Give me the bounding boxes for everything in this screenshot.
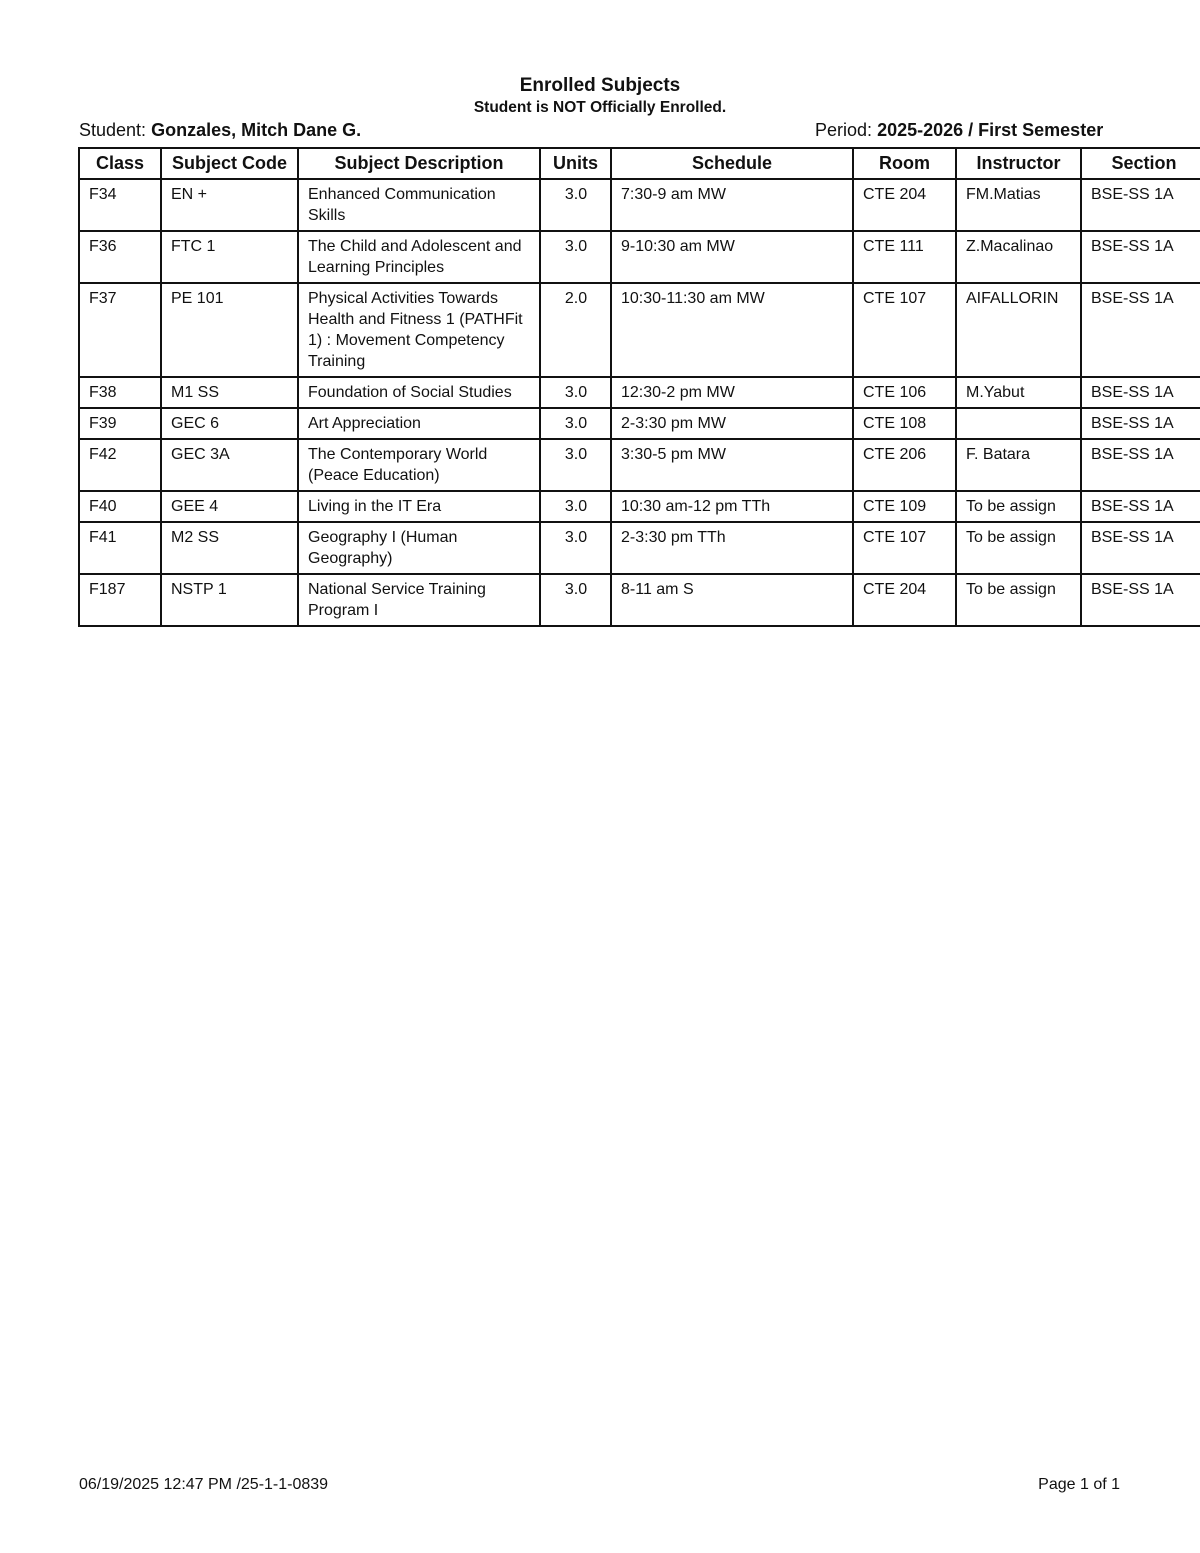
class-cell: F187 — [79, 574, 161, 626]
subject-description-cell: Physical Activities Towards Health and Fitness 1 (PATHFit 1) : Movement Competency Training — [298, 283, 540, 377]
class-cell: F38 — [79, 377, 161, 408]
units-cell: 3.0 — [540, 522, 611, 574]
table-row — [79, 408, 1200, 439]
column-header-section: Section — [1081, 148, 1200, 179]
subject-description-cell: Art Appreciation — [298, 408, 540, 439]
subject-description-cell: The Contemporary World (Peace Education) — [298, 439, 540, 491]
subject-code-cell: GEE 4 — [161, 491, 298, 522]
table-row — [79, 574, 1200, 626]
schedule-cell: 2-3:30 pm MW — [611, 408, 853, 439]
class-cell: F34 — [79, 179, 161, 231]
subject-code-cell: FTC 1 — [161, 231, 298, 283]
section-cell: BSE-SS 1A — [1081, 179, 1200, 231]
table-row — [79, 439, 1200, 491]
room-cell: CTE 109 — [853, 491, 956, 522]
room-cell: CTE 107 — [853, 283, 956, 377]
column-header-subject-description: Subject Description — [298, 148, 540, 179]
section-cell: BSE-SS 1A — [1081, 408, 1200, 439]
period-label: Period: — [815, 120, 873, 140]
schedule-cell: 12:30-2 pm MW — [611, 377, 853, 408]
subject-code-cell: M1 SS — [161, 377, 298, 408]
instructor-cell: To be assign — [956, 522, 1081, 574]
units-cell: 3.0 — [540, 574, 611, 626]
column-header-schedule: Schedule — [611, 148, 853, 179]
subject-description-cell: The Child and Adolescent and Learning Principles — [298, 231, 540, 283]
section-cell: BSE-SS 1A — [1081, 522, 1200, 574]
schedule-cell: 10:30 am-12 pm TTh — [611, 491, 853, 522]
column-header-class: Class — [79, 148, 161, 179]
subject-code-cell: GEC 6 — [161, 408, 298, 439]
room-cell: CTE 206 — [853, 439, 956, 491]
enrollment-status: Student is NOT Officially Enrolled. — [473, 99, 727, 116]
column-header-instructor: Instructor — [956, 148, 1081, 179]
units-cell: 2.0 — [540, 283, 611, 377]
units-cell: 3.0 — [540, 377, 611, 408]
class-cell: F40 — [79, 491, 161, 522]
student-info — [79, 118, 361, 142]
instructor-cell: Z.Macalinao — [956, 231, 1081, 283]
class-cell: F42 — [79, 439, 161, 491]
class-cell: F37 — [79, 283, 161, 377]
schedule-cell: 10:30-11:30 am MW — [611, 283, 853, 377]
instructor-cell: To be assign — [956, 574, 1081, 626]
table-row — [79, 522, 1200, 574]
schedule-cell: 9-10:30 am MW — [611, 231, 853, 283]
period-info — [815, 118, 1103, 142]
instructor-cell: M.Yabut — [956, 377, 1081, 408]
units-cell: 3.0 — [540, 179, 611, 231]
units-cell: 3.0 — [540, 231, 611, 283]
subject-description-cell: Living in the IT Era — [298, 491, 540, 522]
section-cell: BSE-SS 1A — [1081, 491, 1200, 522]
units-cell: 3.0 — [540, 408, 611, 439]
instructor-cell: F. Batara — [956, 439, 1081, 491]
document-title: Enrolled Subjects — [519, 75, 681, 96]
room-cell: CTE 107 — [853, 522, 956, 574]
section-cell: BSE-SS 1A — [1081, 439, 1200, 491]
table-row — [79, 231, 1200, 283]
table-header-row — [79, 148, 1200, 179]
table-row — [79, 377, 1200, 408]
class-cell: F36 — [79, 231, 161, 283]
section-cell: BSE-SS 1A — [1081, 231, 1200, 283]
room-cell: CTE 108 — [853, 408, 956, 439]
subject-code-cell: NSTP 1 — [161, 574, 298, 626]
print-timestamp: 06/19/2025 12:47 PM /25-1-1-0839 — [79, 1476, 329, 1493]
class-cell: F41 — [79, 522, 161, 574]
instructor-cell: To be assign — [956, 491, 1081, 522]
subject-description-cell: Foundation of Social Studies — [298, 377, 540, 408]
student-name: Gonzales, Mitch Dane G. — [151, 120, 362, 140]
table-row — [79, 179, 1200, 231]
room-cell: CTE 204 — [853, 179, 956, 231]
schedule-cell: 8-11 am S — [611, 574, 853, 626]
class-cell: F39 — [79, 408, 161, 439]
units-cell: 3.0 — [540, 491, 611, 522]
room-cell: CTE 111 — [853, 231, 956, 283]
column-header-subject-code: Subject Code — [161, 148, 298, 179]
section-cell: BSE-SS 1A — [1081, 574, 1200, 626]
subject-code-cell: PE 101 — [161, 283, 298, 377]
instructor-cell — [956, 408, 1081, 439]
student-label: Student: — [79, 120, 147, 140]
enrolled-subjects-table — [78, 147, 1200, 627]
section-cell: BSE-SS 1A — [1081, 377, 1200, 408]
schedule-cell: 3:30-5 pm MW — [611, 439, 853, 491]
subject-code-cell: M2 SS — [161, 522, 298, 574]
period-value: 2025-2026 / First Semester — [877, 120, 1104, 140]
room-cell: CTE 106 — [853, 377, 956, 408]
schedule-cell: 7:30-9 am MW — [611, 179, 853, 231]
table-row — [79, 283, 1200, 377]
room-cell: CTE 204 — [853, 574, 956, 626]
page-number: Page 1 of 1 — [1038, 1476, 1120, 1493]
column-header-units: Units — [540, 148, 611, 179]
subject-description-cell: Geography I (Human Geography) — [298, 522, 540, 574]
section-cell: BSE-SS 1A — [1081, 283, 1200, 377]
schedule-cell: 2-3:30 pm TTh — [611, 522, 853, 574]
units-cell: 3.0 — [540, 439, 611, 491]
subject-description-cell: Enhanced Communication Skills — [298, 179, 540, 231]
subject-description-cell: National Service Training Program I — [298, 574, 540, 626]
column-header-room: Room — [853, 148, 956, 179]
instructor-cell: FM.Matias — [956, 179, 1081, 231]
subject-code-cell: EN + — [161, 179, 298, 231]
instructor-cell: AIFALLORIN — [956, 283, 1081, 377]
table-row — [79, 491, 1200, 522]
subject-code-cell: GEC 3A — [161, 439, 298, 491]
